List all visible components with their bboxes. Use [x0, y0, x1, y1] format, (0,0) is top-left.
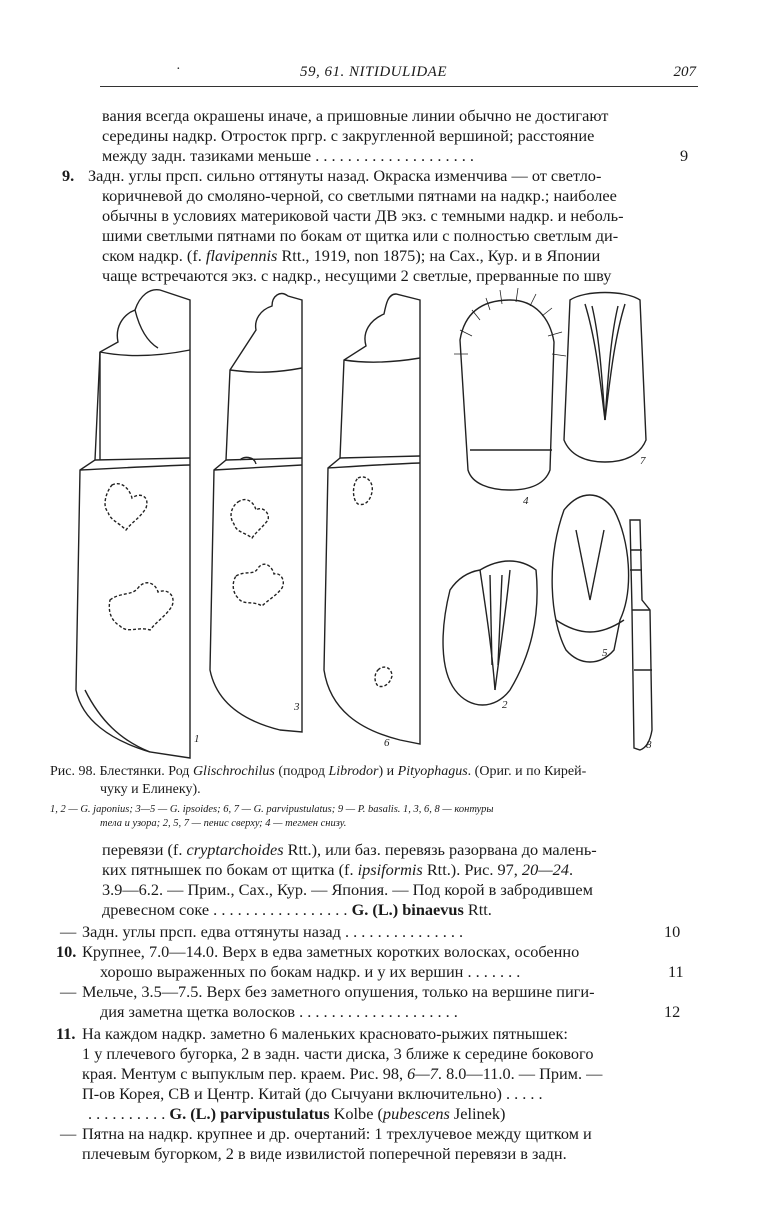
text-line: П-ов Корея, СВ и Центр. Китай (до Сычуани включительно) . . . . . — [82, 1084, 543, 1103]
text-line: 1 у плечевого бугорка, 2 в задн. части диска, 3 ближе к середине бокового — [82, 1044, 594, 1063]
figure-label: 3 — [294, 701, 300, 713]
figure-label: 5 — [602, 647, 608, 659]
couplet-dash: — — [60, 1124, 77, 1143]
text-line: хорошо выраженных по бокам надкр. и у их вершин . . . . . . . — [100, 962, 521, 981]
text-line: Пятна на надкр. крупнее и др. очертаний: 1 трехлучевое между щитком и — [82, 1124, 592, 1143]
text-line: Задн. углы прсп. сильно оттянуты назад. Окраска изменчива — от светло- — [88, 166, 602, 185]
text-line: края. Ментум с выпуклым пер. краем. Рис. 98, 6—7. 8.0—11.0. — Прим. — — [82, 1064, 603, 1083]
caption-legend-line: тела и узора; 2, 5, 7 — пенис сверху; 4 — тегмен снизу. — [100, 818, 347, 829]
text-line: коричневой до смоляно-черной, со светлыми пятнами на надкр.; наиболее — [102, 186, 617, 205]
couplet-number: 9. — [62, 166, 75, 185]
text-line: древесном соке . . . . . . . . . . . . . . . . . G. (L.) binaevus Rtt. — [102, 900, 492, 919]
couplet-ref: 10 — [664, 922, 681, 941]
text-line: шими светлыми пятнами по бокам от щитка или с полностью светлым ди- — [102, 226, 619, 245]
beetle-outline-3 — [210, 294, 302, 732]
caption-line: чуку и Елинеку). — [100, 782, 201, 797]
text-line: ском надкр. (f. flavipennis Rtt., 1919, non 1875); на Сах., Кур. и в Японии — [102, 246, 601, 265]
couplet-ref: 11 — [668, 962, 684, 981]
couplet-dash: — — [60, 922, 77, 941]
penis-outline-2 — [443, 561, 537, 705]
penis-outline-7 — [564, 293, 646, 463]
couplet-ref: 9 — [680, 146, 689, 165]
text-line: перевязи (f. cryptarchoides Rtt.), или баз. перевязь разорвана до малень- — [102, 840, 597, 859]
header-dot: · — [176, 62, 181, 77]
figure-label: 6 — [384, 737, 390, 749]
penis-outline-5 — [552, 495, 628, 662]
text-line: ких пятнышек по бокам от щитка (f. ipsiformis Rtt.). Рис. 97, 20—24. — [102, 860, 574, 879]
text-line: чаще встречаются экз. с надкр., несущими 2 светлые, прерванные по шву — [102, 266, 612, 285]
text-line: плечевым бугорком, 2 в виде извилистой поперечной перевязи в задн. — [82, 1144, 567, 1163]
text-line: вания всегда окрашены иначе, а пришовные линии обычно не достигают — [102, 106, 609, 125]
couplet-ref: 12 — [664, 1002, 681, 1021]
beetle-outline-1 — [76, 290, 190, 758]
figure-label: 1 — [194, 733, 200, 745]
couplet-dash: — — [60, 982, 77, 1001]
figure-label: 4 — [523, 495, 529, 507]
text-line: Мельче, 3.5—7.5. Верх без заметного опушения, только на вершине пиги- — [82, 982, 595, 1001]
text-line: обычны в условиях материковой части ДВ экз. с темными надкр. и неболь- — [102, 206, 624, 225]
figure-label: 2 — [502, 699, 508, 711]
text-line: между задн. тазиками меньше . . . . . . . . . . . . . . . . . . . . — [102, 146, 474, 165]
text-line: . . . . . . . . . . G. (L.) parvipustulatus Kolbe (pubescens Jelinek) — [88, 1104, 506, 1123]
header-rule — [100, 86, 698, 87]
figure-label: 7 — [640, 455, 646, 467]
beetle-figure — [40, 270, 720, 760]
couplet-number: 11. — [56, 1024, 76, 1043]
beetle-outline-6 — [324, 294, 420, 744]
page-number: 207 — [673, 64, 696, 80]
text-line: середины надкр. Отросток пргр. с закругленной вершиной; расстояние — [102, 126, 595, 145]
couplet-number: 10. — [56, 942, 77, 961]
caption-line: Рис. 98. Блестянки. Род Glischrochilus (подрод Librodor) и Pityophagus. (Ориг. и по Кирей- — [50, 764, 587, 779]
text-line: На каждом надкр. заметно 6 маленьких красновато-рыжих пятнышек: — [82, 1024, 568, 1043]
figure-label: 8 — [646, 739, 652, 751]
caption-legend-line: 1, 2 — G. japonius; 3—5 — G. ipsoides; 6, 7 — G. parvipustulatus; 9 — P. basalis. 1, 3, 6, 8 — контуры — [50, 804, 494, 815]
text-line: Задн. углы прсп. едва оттянуты назад . . . . . . . . . . . . . . . — [82, 922, 464, 941]
text-line: 3.9—6.2. — Прим., Сах., Кур. — Япония. — Под корой в забродившем — [102, 880, 593, 899]
header-title: 59, 61. NITIDULIDAE — [300, 64, 447, 80]
beetle-outline-8 — [630, 520, 652, 750]
text-line: дия заметна щетка волосков . . . . . . . . . . . . . . . . . . . . — [100, 1002, 458, 1021]
running-header — [100, 62, 698, 82]
text-line: Крупнее, 7.0—14.0. Верх в едва заметных коротких волосках, особенно — [82, 942, 580, 961]
tegmen-outline-4 — [454, 288, 566, 490]
